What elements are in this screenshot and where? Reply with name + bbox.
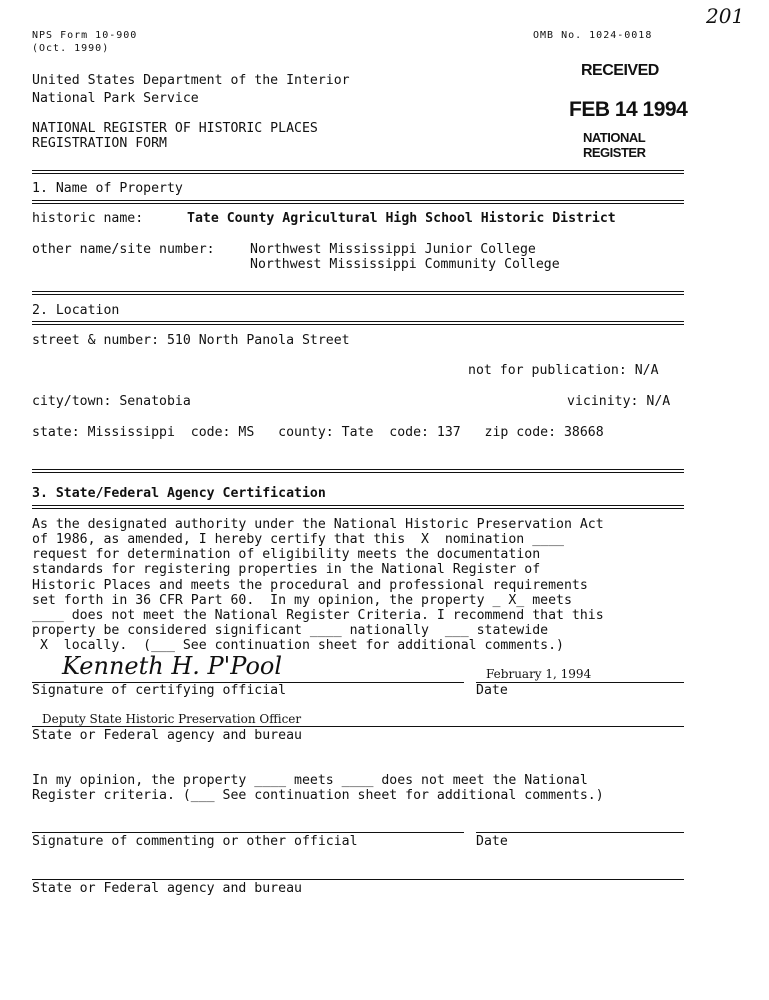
other-name-value-2: Northwest Mississippi Community College [250, 257, 560, 272]
signature-label-2: Signature of commenting or other official [32, 834, 358, 849]
historic-name-value: Tate County Agricultural High School Historic District [187, 211, 616, 226]
certification-line: request for determination of eligibility meets the documentation [32, 547, 541, 562]
street-number: street & number: 510 North Panola Street [32, 333, 350, 348]
date-label-2: Date [476, 834, 508, 849]
form-date: (Oct. 1990) [32, 43, 110, 54]
other-name-value-1: Northwest Mississippi Junior College [250, 242, 536, 257]
section-rule [32, 469, 684, 473]
signature-date-value: February 1, 1994 [486, 667, 592, 681]
city-town: city/town: Senatobia [32, 394, 191, 409]
section-rule [32, 170, 684, 174]
page-mark: 201 [706, 4, 745, 28]
opinion-line: In my opinion, the property ____ meets ____ does not meet the National [32, 773, 588, 788]
certification-line: set forth in 36 CFR Part 60. In my opinion, the property _ X_ meets [32, 593, 572, 608]
service-name: National Park Service [32, 91, 199, 106]
agency-label-2: State or Federal agency and bureau [32, 881, 302, 896]
section-rule [32, 505, 684, 509]
certification-line: ____ does not meet the National Register Criteria. I recommend that this [32, 608, 604, 623]
agency-line [32, 726, 684, 727]
opinion-line: Register criteria. (___ See continuation sheet for additional comments.) [32, 788, 604, 803]
form-number: NPS Form 10-900 [32, 30, 138, 41]
certification-line: of 1986, as amended, I hereby certify that this X nomination ____ [32, 532, 564, 547]
certification-line: Historic Places and meets the procedural and professional requirements [32, 578, 588, 593]
received-date-stamp: FEB 14 1994 [569, 98, 688, 121]
stamp-register: REGISTER [583, 145, 646, 160]
omb-number: OMB No. 1024-0018 [533, 30, 653, 41]
signature-line-2 [32, 832, 464, 833]
received-stamp: RECEIVED [581, 62, 659, 79]
date-label: Date [476, 683, 508, 698]
certifying-signature: Kenneth H. P'Pool [62, 652, 283, 680]
certification-line: standards for registering properties in the National Register of [32, 562, 541, 577]
stamp-national: NATIONAL [583, 130, 646, 145]
agency-label: State or Federal agency and bureau [32, 728, 302, 743]
not-for-publication: not for publication: N/A [468, 363, 659, 378]
section-rule [32, 200, 684, 204]
section-3-title: 3. State/Federal Agency Certification [32, 486, 326, 501]
other-name-label: other name/site number: [32, 242, 215, 257]
agency-line-2 [32, 879, 684, 880]
signature-label: Signature of certifying official [32, 683, 287, 698]
certification-line: X locally. (___ See continuation sheet for additional comments.) [32, 638, 564, 653]
state-county-zip: state: Mississippi code: MS county: Tate code: 137 zip code: 38668 [32, 425, 604, 440]
date-line-2 [476, 832, 684, 833]
vicinity: vicinity: N/A [567, 394, 671, 409]
section-rule [32, 321, 684, 325]
form-subtitle: REGISTRATION FORM [32, 136, 167, 151]
certification-line: As the designated authority under the National Historic Preservation Act [32, 517, 604, 532]
form-title: NATIONAL REGISTER OF HISTORIC PLACES [32, 121, 318, 136]
section-2-title: 2. Location [32, 303, 120, 318]
section-rule [32, 291, 684, 295]
department-name: United States Department of the Interior [32, 73, 350, 88]
certification-line: property be considered significant ____ nationally ___ statewide [32, 623, 549, 638]
historic-name-label: historic name: [32, 211, 144, 226]
official-title-value: Deputy State Historic Preservation Officer [42, 712, 302, 726]
section-1-title: 1. Name of Property [32, 181, 183, 196]
